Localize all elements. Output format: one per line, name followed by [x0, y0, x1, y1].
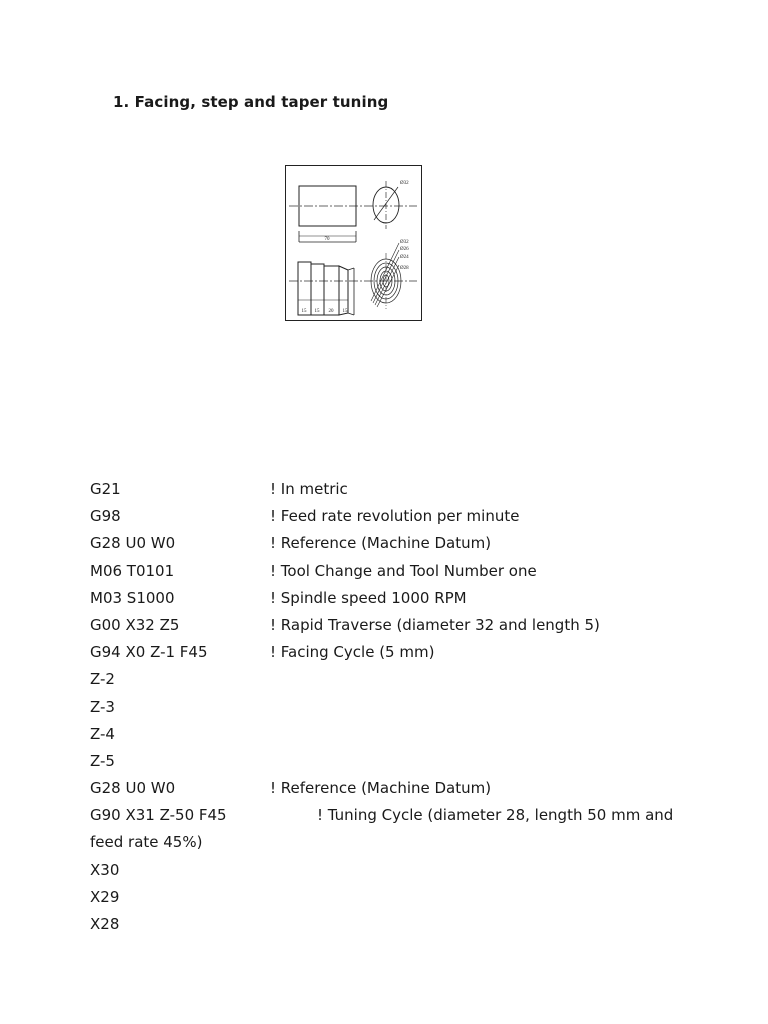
program-line: [90, 558, 730, 585]
gcode: Z-2: [90, 670, 115, 689]
dim-seg-1: 15: [301, 309, 307, 314]
turning-diagram-svg: [285, 165, 422, 321]
program-line: [90, 802, 730, 829]
program-line: [90, 503, 730, 530]
dim-seg-4: 15: [342, 309, 348, 314]
gcode: G21: [90, 480, 121, 498]
program-line: [90, 612, 730, 639]
dim-dia-2: Ø26: [400, 247, 409, 252]
gcode: G98: [90, 507, 121, 526]
gcode: M03 S1000: [90, 588, 175, 607]
gcode-comment: ! Reference (Machine Datum): [270, 534, 492, 553]
gcode-comment: ! Rapid Traverse (diameter 32 and length 5): [270, 615, 600, 634]
program-line-continuation: [90, 829, 730, 856]
gcode: G90 X31 Z-50 F45: [90, 806, 227, 825]
gcode: M06 T0101: [90, 561, 175, 580]
dim-dia-1: Ø32: [400, 240, 409, 245]
turning-diagram: [285, 165, 422, 321]
program-line: [90, 585, 730, 612]
gcode: Z-4: [90, 724, 115, 743]
gcode: Z-3: [90, 697, 115, 716]
dim-dia-top: Ø32: [400, 181, 409, 186]
program-line: [90, 530, 730, 557]
program-line: [90, 748, 730, 775]
program-line: [90, 911, 730, 938]
gcode-comment: ! Tool Change and Tool Number one: [270, 561, 537, 580]
gcode-comment: ! Facing Cycle (5 mm): [270, 643, 435, 662]
cnc-program: [90, 476, 730, 938]
gcode: G28 U0 W0: [90, 534, 176, 553]
gcode-comment: ! Feed rate revolution per minute: [270, 507, 520, 526]
gcode-comment: ! In metric: [270, 480, 348, 498]
section-heading: 1. Facing, step and taper tuning: [113, 93, 389, 111]
program-line: [90, 639, 730, 666]
program-line: [90, 476, 730, 503]
gcode: X29: [90, 887, 120, 906]
program-line: [90, 857, 730, 884]
gcode: X28: [90, 915, 120, 933]
dim-seg-3: 20: [328, 309, 334, 314]
dim-seg-2: 15: [314, 309, 320, 314]
program-line: [90, 694, 730, 721]
gcode-comment: ! Reference (Machine Datum): [270, 779, 492, 798]
gcode: G00 X32 Z5: [90, 615, 180, 634]
gcode-comment: ! Spindle speed 1000 RPM: [270, 588, 467, 607]
gcode-comment-continuation: feed rate 45%): [90, 833, 203, 852]
gcode-comment: ! Tuning Cycle (diameter 28, length 50 mm and: [317, 806, 674, 825]
dim-dia-3: Ø24: [400, 255, 409, 260]
program-line: [90, 666, 730, 693]
gcode: X30: [90, 860, 120, 879]
gcode: G28 U0 W0: [90, 779, 176, 798]
dim-dia-4: Ø28: [400, 266, 409, 271]
gcode: G94 X0 Z-1 F45: [90, 643, 208, 662]
program-line: [90, 775, 730, 802]
gcode: Z-5: [90, 751, 115, 770]
program-line: [90, 884, 730, 911]
dim-top-length: 70: [324, 237, 330, 242]
program-line: [90, 721, 730, 748]
